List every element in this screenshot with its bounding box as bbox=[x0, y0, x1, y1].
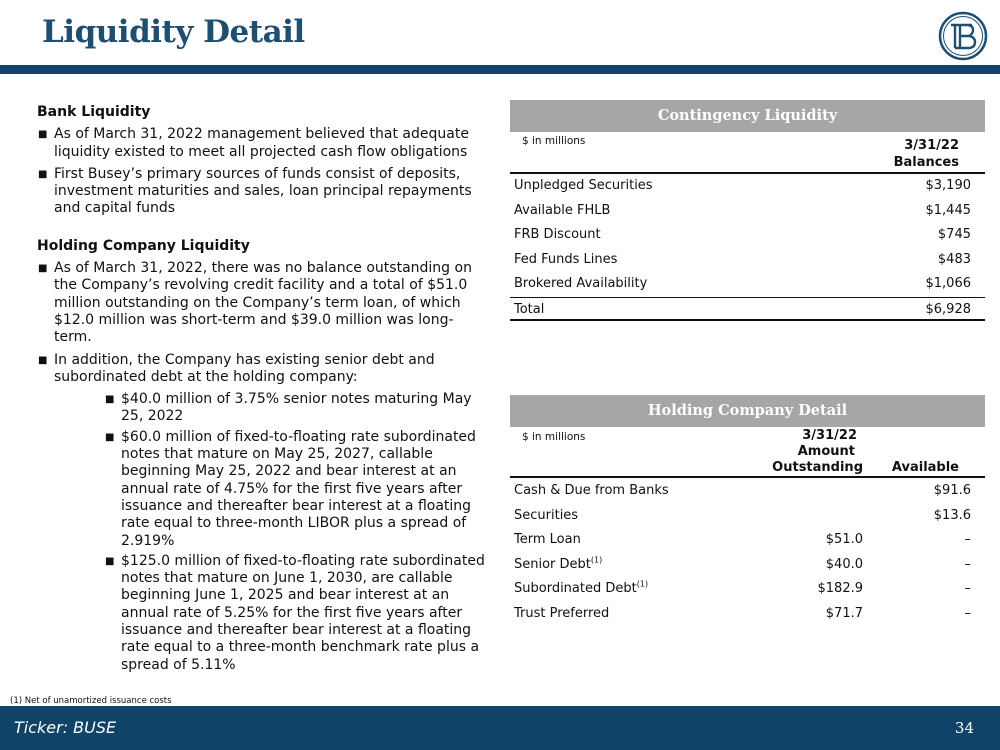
contingency-liquidity-table bbox=[510, 100, 985, 321]
holding-table-body bbox=[510, 478, 985, 626]
list-item: ■ $40.0 million of 3.75% senior notes maturing May 25, 2022 bbox=[105, 391, 472, 425]
table-row-total bbox=[510, 297, 985, 322]
table-row bbox=[510, 272, 985, 297]
row-label: Unpledged Securities bbox=[514, 178, 653, 193]
contingency-table-header bbox=[510, 132, 985, 174]
list-item: ■ $60.0 million of fixed-to-floating rate subordinated notes that mature on May 25, 2027, callable beginning May 25, 2022 and bear interest at an annual rate of 4.75% for the first five years after issuance and thereafter bear interest at a floating rate equal to three-month LIBOR plus a spread of 2.919% bbox=[105, 428, 476, 549]
square-bullet-icon: ■ bbox=[38, 129, 48, 141]
row-available: – bbox=[964, 605, 971, 621]
column-amount-label: Amount bbox=[797, 444, 855, 459]
table-row bbox=[510, 577, 985, 602]
row-label: Brokered Availability bbox=[514, 276, 648, 291]
row-available: – bbox=[964, 581, 971, 596]
table-row bbox=[510, 553, 985, 578]
row-available: $13.6 bbox=[933, 507, 971, 523]
list-item: ■ In addition, the Company has existing senior debt and subordinated debt at the holding company: ■ $40.0 million of 3.75% senior notes maturing May 25, 2022 ■ $60.0 million of fixed-to-floating rate subordinated notes that mature on May 25, 2027, callable beginning May 25, 2022 and bear interest at an annual rate of 4.75% for the first five years after issuance and thereafter bear interest at a floating rate equal to three-month LIBOR plus a spread of 2.919% ■ $125.0 million of fixed-to-floating rate subordinated notes that mature on June 1, 2030, are callable beginning June 1, 2025 and bear interest at an annual rate of 5.25% for the first five years after issuance and thereafter bear interest at a floating rate equal to a three-month benchmark rate plus a spread of 5.11% bbox=[37, 352, 489, 674]
square-bullet-icon: ■ bbox=[38, 354, 48, 366]
square-bullet-icon: ■ bbox=[38, 263, 48, 275]
holding-liquidity-list bbox=[37, 260, 489, 674]
table-row bbox=[510, 174, 985, 199]
table-row bbox=[510, 248, 985, 273]
row-value: $3,190 bbox=[925, 178, 971, 193]
list-item: ■ $125.0 million of fixed-to-floating rate subordinated notes that mature on June 1, 2030, are callable beginning June 1, 2025 and bear interest at an annual rate of 5.25% for the first five years after issuance and thereafter bear interest at a floating rate equal to a three-month benchmark rate plus a spread of 5.11% bbox=[105, 552, 485, 673]
table-row bbox=[510, 602, 985, 627]
row-available: – bbox=[964, 532, 971, 547]
table-row bbox=[510, 528, 985, 553]
liquidity-text-column bbox=[37, 104, 489, 679]
square-bullet-icon: ■ bbox=[38, 168, 48, 180]
row-footnote-marker: (1) bbox=[590, 555, 603, 565]
header-divider-bar bbox=[0, 65, 1000, 74]
row-value: $483 bbox=[937, 251, 971, 267]
ticker-label: Ticker: BUSE bbox=[14, 718, 117, 737]
units-label: $ in millions bbox=[522, 431, 586, 443]
row-outstanding: $51.0 bbox=[825, 532, 863, 547]
footnote: (1) Net of unamortized issuance costs bbox=[10, 696, 172, 706]
holding-table-header bbox=[510, 427, 985, 478]
column-outstanding-label: Outstanding bbox=[772, 460, 863, 475]
row-label: Securities bbox=[514, 507, 579, 523]
page-title: Liquidity Detail bbox=[42, 14, 305, 50]
units-label: $ in millions bbox=[522, 135, 586, 147]
row-outstanding: $71.7 bbox=[825, 605, 863, 621]
holding-company-detail-table bbox=[510, 395, 985, 626]
list-item: ■ As of March 31, 2022 management believed that adequate liquidity existed to meet all projected cash flow obligations bbox=[38, 126, 469, 160]
row-outstanding: $40.0 bbox=[825, 556, 863, 572]
column-date: 3/31/22 bbox=[802, 428, 857, 443]
holding-table-title: Holding Company Detail bbox=[510, 395, 985, 427]
row-label: FRB Discount bbox=[514, 227, 601, 242]
column-available-label: Available bbox=[891, 460, 959, 475]
row-value: $1,066 bbox=[925, 276, 971, 291]
footer-bar bbox=[0, 706, 1000, 750]
row-available: $91.6 bbox=[933, 483, 971, 498]
row-label: Senior Debt bbox=[514, 556, 591, 572]
busey-b-logo-icon bbox=[938, 11, 988, 61]
square-bullet-icon: ■ bbox=[105, 555, 115, 567]
column-date: 3/31/22 bbox=[904, 138, 959, 153]
table-row bbox=[510, 479, 985, 504]
list-item: ■ As of March 31, 2022, there was no balance outstanding on the Company’s revolving credit facility and a total of $51.0 million outstanding on the Company’s term loan, of which $12.0 million was short-term and $39.0 million was long-term. bbox=[38, 260, 472, 346]
row-available: – bbox=[964, 556, 971, 572]
contingency-table-body bbox=[510, 174, 985, 297]
table-row bbox=[510, 504, 985, 529]
square-bullet-icon: ■ bbox=[105, 431, 115, 443]
row-value: $6,928 bbox=[925, 301, 971, 317]
row-label: Subordinated Debt bbox=[514, 581, 637, 596]
row-label: Available FHLB bbox=[514, 202, 611, 218]
column-label: Balances bbox=[893, 155, 959, 170]
row-value: $745 bbox=[937, 227, 971, 242]
row-label: Term Loan bbox=[514, 532, 581, 547]
table-row bbox=[510, 199, 985, 224]
square-bullet-icon: ■ bbox=[105, 394, 115, 406]
page-number: 34 bbox=[954, 719, 974, 737]
row-label: Trust Preferred bbox=[514, 605, 610, 621]
row-footnote-marker: (1) bbox=[636, 579, 649, 589]
contingency-table-title: Contingency Liquidity bbox=[510, 100, 985, 132]
list-item: ■ First Busey’s primary sources of funds consist of deposits, investment maturities and sales, loan principal repayments and capital funds bbox=[38, 165, 472, 217]
debt-sub-list bbox=[104, 391, 489, 674]
row-label: Fed Funds Lines bbox=[514, 251, 618, 267]
row-label: Cash & Due from Banks bbox=[514, 483, 669, 498]
row-label: Total bbox=[514, 301, 545, 317]
bank-liquidity-list bbox=[37, 126, 489, 217]
row-outstanding: $182.9 bbox=[817, 581, 863, 596]
table-row bbox=[510, 223, 985, 248]
bank-liquidity-heading: Bank Liquidity bbox=[37, 104, 151, 120]
holding-liquidity-heading: Holding Company Liquidity bbox=[37, 237, 250, 254]
row-value: $1,445 bbox=[925, 202, 971, 218]
